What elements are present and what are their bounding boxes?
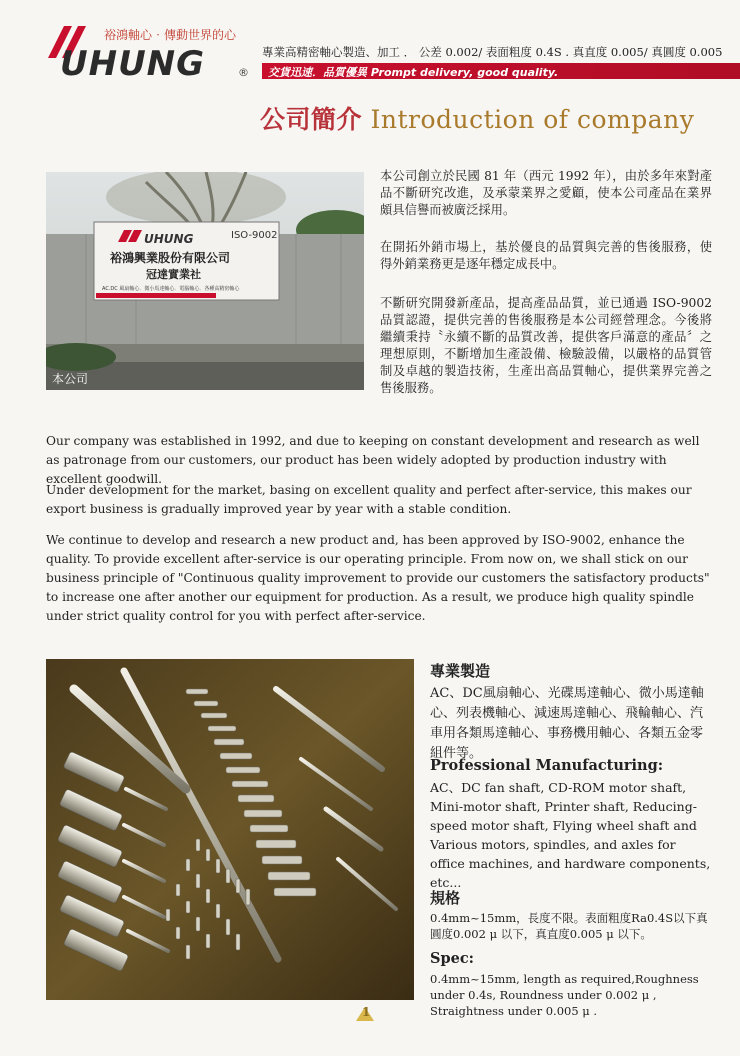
manufacturing-body-zh: AC、DC風扇軸心、光碟馬達軸心、微小馬達軸心、列表機軸心、減速馬達軸心、飛輪軸心、汽車用各類馬達軸心、事務機用軸心、各類五金零組件等。 (430, 686, 704, 761)
photo-caption: 本公司 (52, 372, 89, 386)
company-photo-art (46, 172, 364, 390)
spec-heading-zh: 規格 (430, 889, 461, 907)
sign-products: AC.DC 風扇軸心．微小馬達軸心．電腦軸心．各種高精密軸心 (102, 286, 240, 292)
intro-zh-paragraph-3: 不斷研究開發新產品，提高產品品質，並已通過 ISO-9002 品質認證，提供完善的售後服務是本公司經營理念。今後將繼續秉持〝永續不斷的品質改善，提供客戶滿意的產品〞之理想原則，不斷增加生產設備、檢驗設備，以嚴格的品質管制及卓越的製造技術，生產出高品質軸心，提供業界完善之售後服務。 (380, 296, 712, 395)
products-photo (46, 659, 414, 1000)
intro-zh-paragraph-1: 本公司創立於民國 81 年（西元 1992 年），由於多年來對產品不斷研究改進，及承蒙業界之愛顧，使本公司產品在業界頗具信譽而被廣泛採用。 (380, 169, 712, 217)
spec-body-zh: 0.4mm~15mm，長度不限。表面粗度Ra0.4S以下真圓度0.002 μ 以下，真直度0.005 μ 以下。 (430, 911, 708, 941)
manufacturing-heading-zh: 專業製造 (430, 662, 491, 680)
intro-zh-paragraph-2: 在開拓外銷市場上，基於優良的品質與完善的售後服務，使得外銷業務更是逐年穩定成長中。 (380, 240, 712, 271)
intro-en-paragraph-1: Our company was established in 1992, and due to keeping on constant development and research as well as patronage from our customers, our product has been widely adopted by production industry with excellent goodwill. (46, 434, 700, 486)
page-title (260, 100, 694, 136)
header-tagline: 專業高精密軸心製造、加工 ． 公差 0.002/ 表面粗度 0.4S . 真直度 0.005/ 真圓度 0.005 (262, 45, 723, 59)
products-photo-art (46, 659, 414, 1000)
company-photo (46, 172, 364, 390)
sign-iso: ISO-9002 (231, 230, 278, 241)
sign-company: 裕鴻興業股份有限公司 (110, 251, 231, 265)
spec-heading-en: Spec: (430, 950, 475, 967)
sign-sub: 冠達實業社 (146, 268, 201, 281)
sign-brand: UHUNG (144, 232, 194, 246)
page-number-text: 1 (362, 1005, 371, 1019)
registered-mark: ® (238, 66, 249, 79)
logo-slogan: 裕鴻軸心‧傳動世界的心 (104, 28, 237, 42)
page-title-en: Introduction of company (370, 105, 695, 134)
intro-en-paragraph-3: We continue to develop and research a new product and, has been approved by ISO-9002, enhance the quality. To provide excellent after-service is our operating principle. From now on, we shall stick on our business principle of "Continuous quality improvement to provide our customers the satisfactory products" to increase one after another our equipment for production. As a result, we produce high quality spindle under strict quality control for you with perfect after-service. (46, 533, 710, 623)
manufacturing-body-en: AC、DC fan shaft, CD-ROM motor shaft, Mini-motor shaft, Printer shaft, Reducing-speed motor shaft, Flying wheel shaft and Various motors, spindles, and axles for office machines, and hardware components, etc... (430, 780, 711, 890)
manufacturing-heading-en: Professional Manufacturing: (430, 757, 664, 774)
page-number (360, 1005, 371, 1019)
spec-body-en: 0.4mm~15mm, length as required,Roughness under 0.4s, Roundness under 0.002 μ , Straightness under 0.005 μ . (430, 972, 699, 1018)
logo-wordmark: UHUNG (60, 44, 206, 84)
header-red-bar-text: 交貨迅速．品質優異 Prompt delivery, good quality. (268, 66, 559, 79)
page-title-zh: 公司簡介 (260, 105, 363, 134)
intro-en-paragraph-2: Under development for the market, basing on excellent quality and perfect after-service, this makes our export business is gradually improved year by year with a stable condition. (46, 483, 692, 516)
